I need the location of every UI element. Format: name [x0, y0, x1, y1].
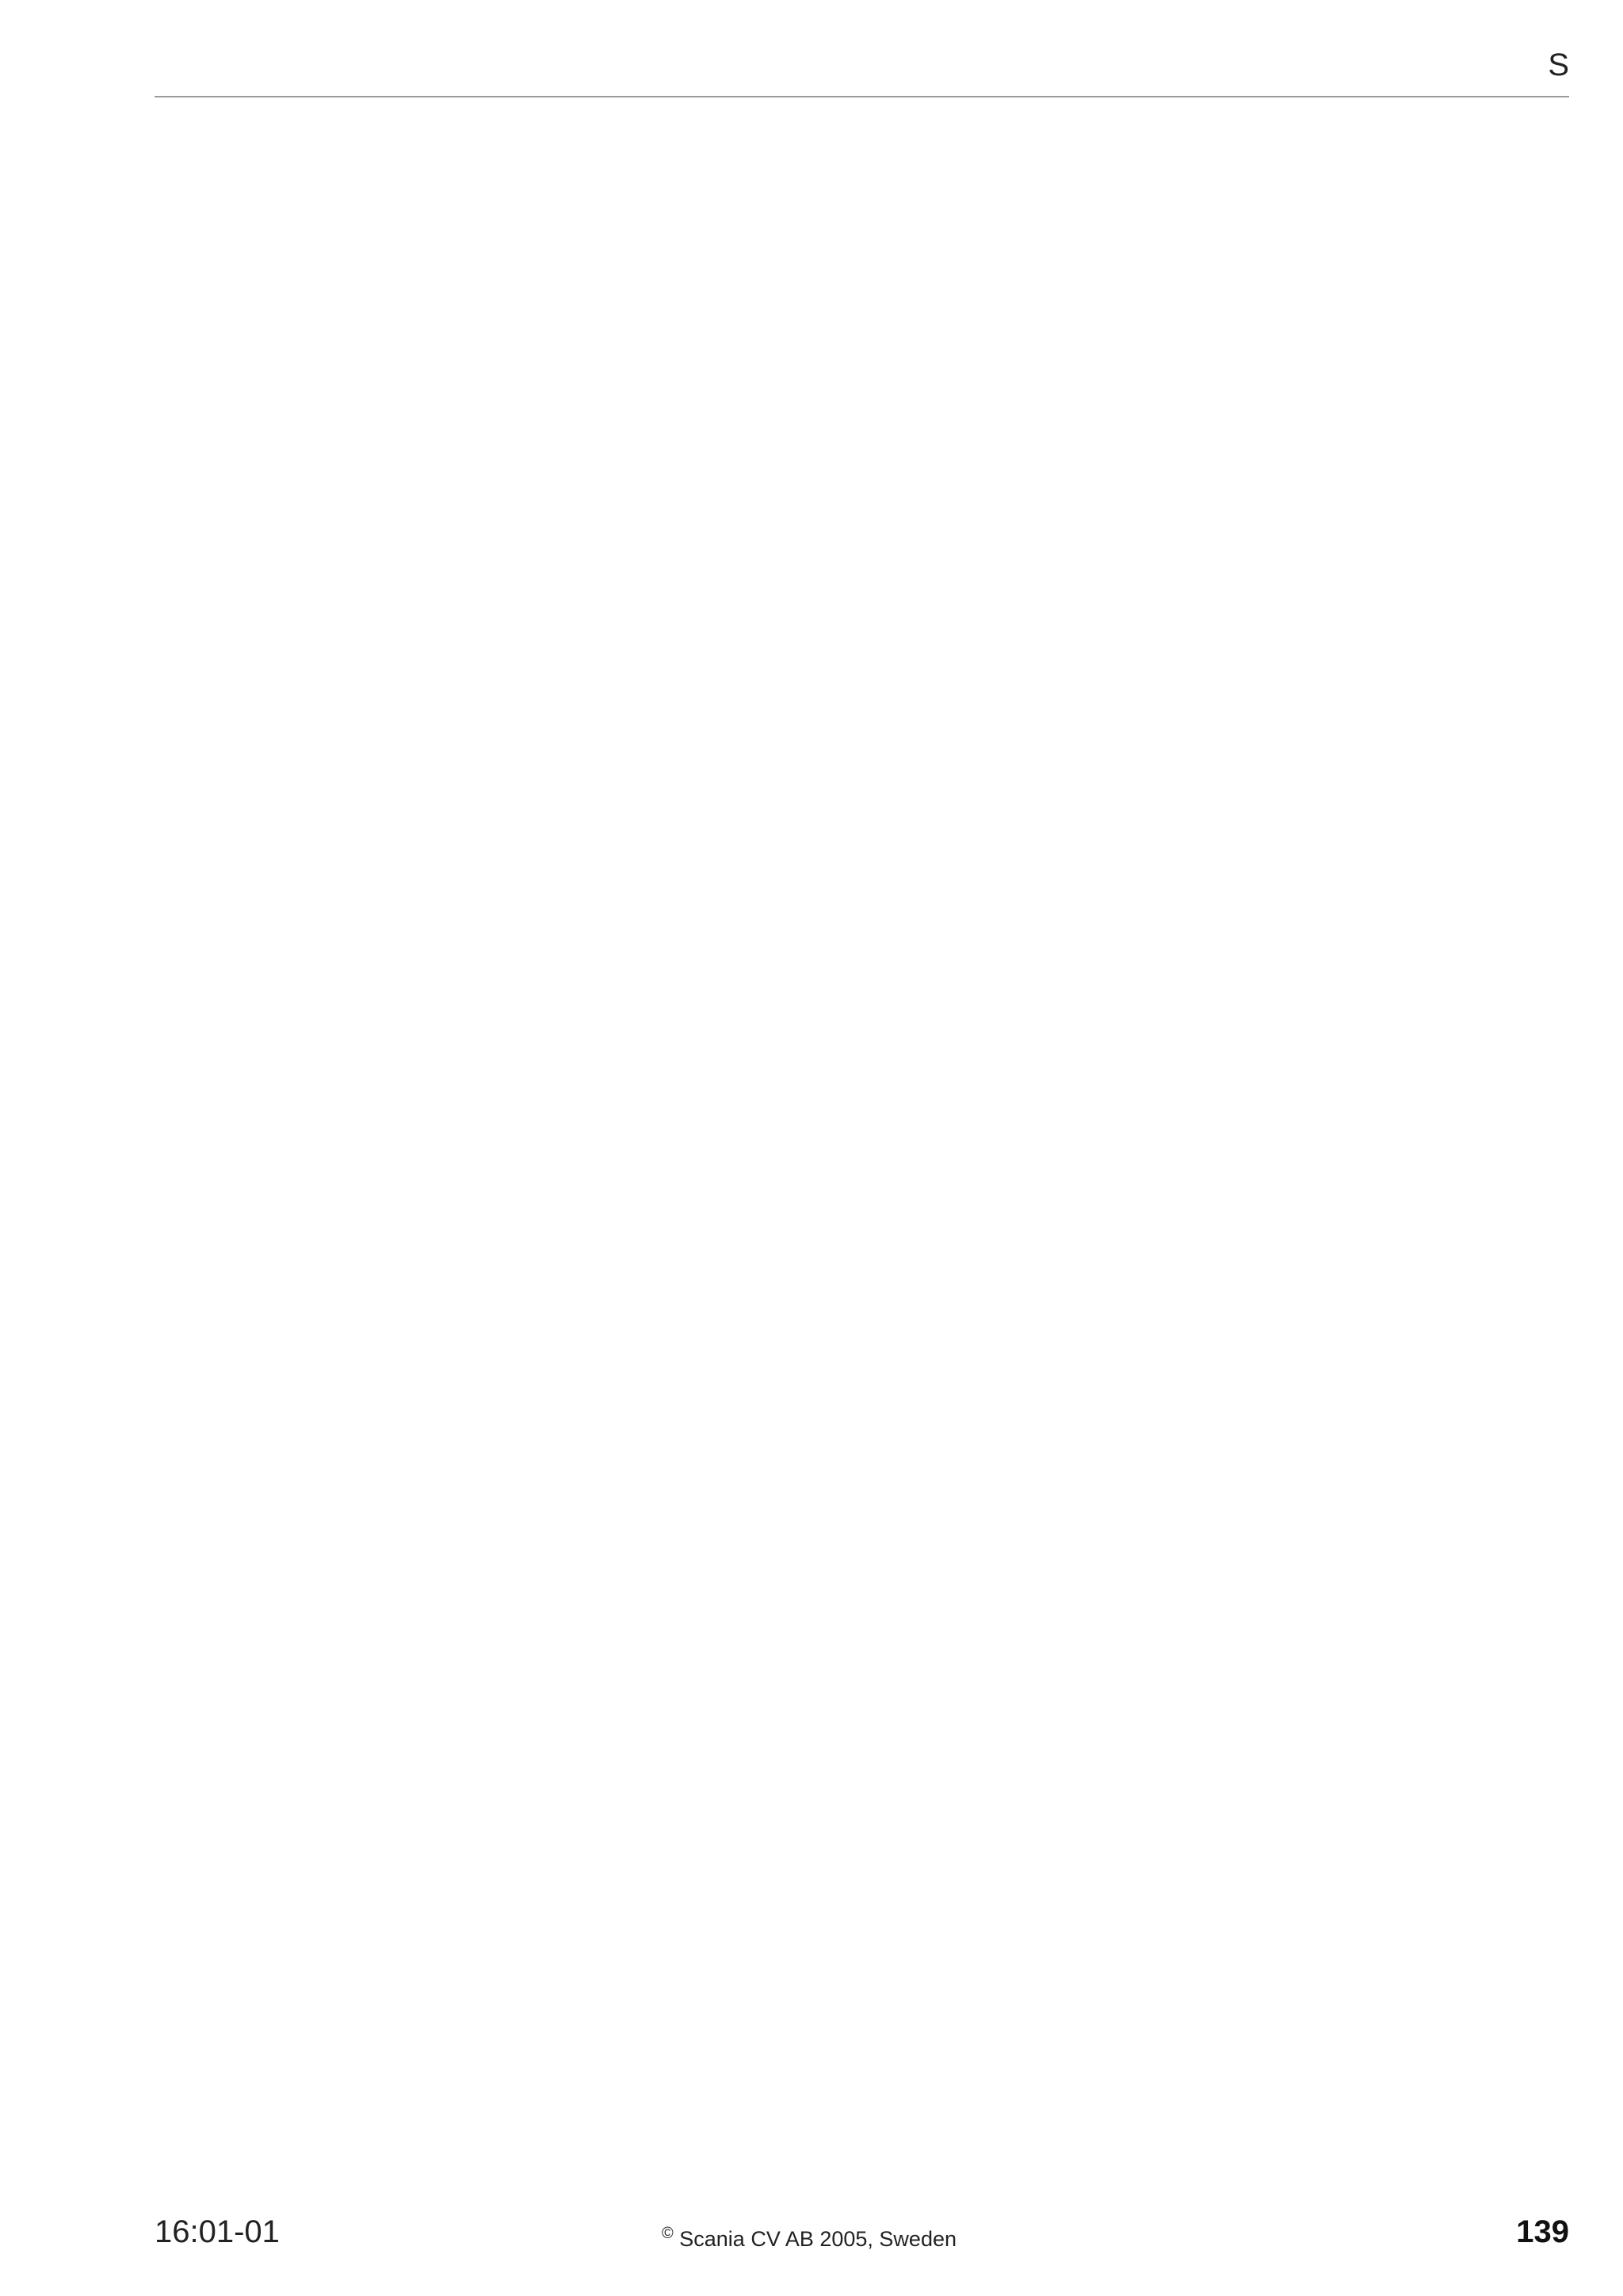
footer-page-number: 139: [1516, 2214, 1569, 2249]
copyright-text: Scania CV AB 2005, Sweden: [679, 2227, 957, 2251]
footer-copyright: [662, 2225, 957, 2252]
page-corner-letter: S: [1548, 48, 1569, 82]
copyright-symbol: ©: [662, 2225, 674, 2242]
footer-document-code: 16:01-01: [155, 2214, 280, 2249]
top-rule: [155, 96, 1569, 97]
